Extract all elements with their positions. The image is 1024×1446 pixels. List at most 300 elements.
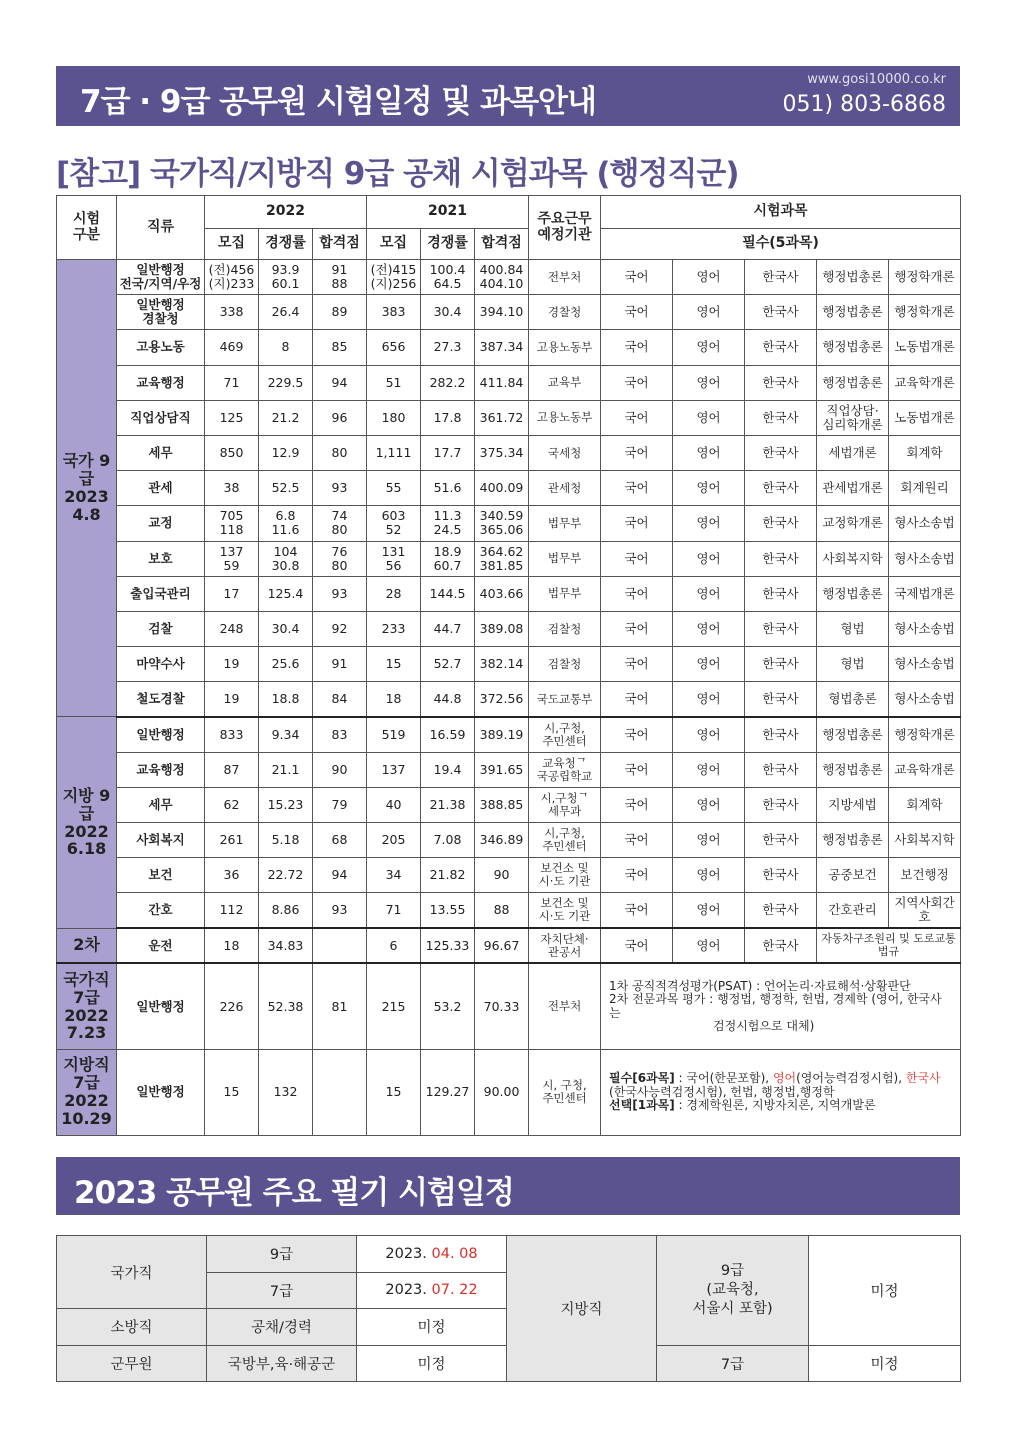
stat-cell: 519	[367, 717, 421, 752]
subject-cell: 한국사	[745, 647, 817, 682]
header-2021: 2021	[367, 196, 529, 229]
subject-cell: 국어	[601, 752, 673, 787]
subject-cell: 국어	[601, 647, 673, 682]
subject-cell: 교육학개론	[889, 752, 961, 787]
job-cell: 일반행정	[117, 963, 205, 1049]
stat-cell: 180	[367, 400, 421, 435]
table-row	[57, 260, 961, 295]
subject-cell: 국어	[601, 295, 673, 330]
schedule-national-9-date	[357, 1236, 507, 1273]
subject-cell: 행정학개론	[889, 717, 961, 752]
subject-cell: 영어	[673, 717, 745, 752]
stat-cell: 62	[205, 787, 259, 822]
stat-cell: 215	[367, 963, 421, 1049]
subject-cell: 한국사	[745, 506, 817, 541]
subject-cell: 영어	[673, 506, 745, 541]
stat-cell: 137	[367, 752, 421, 787]
stat-cell: 6	[367, 928, 421, 963]
subject-cell: 영어	[673, 295, 745, 330]
group-national: 국가 9급 2023 4.8	[57, 260, 117, 717]
table-row	[57, 928, 961, 963]
stat-cell: 25.6	[259, 647, 313, 682]
subject-cell: 한국사	[745, 471, 817, 506]
schedule-local-9: 9급 (교육청, 서울시 포함)	[657, 1236, 809, 1346]
header-competition-2022: 경쟁률	[259, 229, 313, 260]
agency-cell: 보건소 및 시·도 기관	[529, 858, 601, 893]
stat-cell: 7.08	[421, 823, 475, 858]
job-cell: 간호	[117, 893, 205, 928]
stat-cell: 850	[205, 435, 259, 470]
subject-cell: 행정법총론	[817, 295, 889, 330]
agency-cell: 교육청ᄀ 국공립학교	[529, 752, 601, 787]
stat-cell: 8	[259, 330, 313, 365]
stat-cell: 53.2	[421, 963, 475, 1049]
stat-cell: 18.9 60.7	[421, 541, 475, 576]
schedule-national: 국가직	[57, 1236, 207, 1309]
stat-cell: 340.59 365.06	[475, 506, 529, 541]
exam-subject-table	[56, 195, 961, 1136]
subject-cell: 행정법총론	[817, 260, 889, 295]
subject-cell: 행정학개론	[889, 295, 961, 330]
subject-cell: 교육학개론	[889, 365, 961, 400]
schedule-title: 2023 공무원 주요 필기 시험일정	[74, 1175, 514, 1211]
subject-cell: 회계원리	[889, 471, 961, 506]
stat-cell: 226	[205, 963, 259, 1049]
job-cell: 사회복지	[117, 823, 205, 858]
job-cell: 마약수사	[117, 647, 205, 682]
stat-cell: 282.2	[421, 365, 475, 400]
subject-cell: 세법개론	[817, 435, 889, 470]
stat-cell: 79	[313, 787, 367, 822]
note-highlight: 영어	[772, 1071, 797, 1086]
stat-cell: 40	[367, 787, 421, 822]
job-cell: 일반행정	[117, 717, 205, 752]
job-cell: 출입국관리	[117, 576, 205, 611]
header-required: 필수(5과목)	[601, 229, 961, 260]
stat-cell: 93	[313, 576, 367, 611]
table-row	[57, 611, 961, 646]
stat-cell: 90	[475, 858, 529, 893]
schedule-table	[56, 1235, 961, 1382]
stat-cell: 76 80	[313, 541, 367, 576]
subject-cell: 한국사	[745, 541, 817, 576]
subject-cell: 국어	[601, 435, 673, 470]
stat-cell: 18.8	[259, 682, 313, 717]
stat-cell: 389.19	[475, 717, 529, 752]
subject-cell: 영어	[673, 858, 745, 893]
stat-cell: 70.33	[475, 963, 529, 1049]
schedule-national-9: 9급	[207, 1236, 357, 1273]
table-row	[57, 1049, 961, 1135]
subject-cell: 지방세법	[817, 787, 889, 822]
subject-cell: 한국사	[745, 893, 817, 928]
stat-cell: 93	[313, 893, 367, 928]
subject-cell: 영어	[673, 365, 745, 400]
stat-cell: 93	[313, 471, 367, 506]
group-local7: 지방직 7급 2022 10.29	[57, 1049, 117, 1135]
header-passing-2022: 합격점	[313, 229, 367, 260]
stat-cell: 90.00	[475, 1049, 529, 1135]
note-line: 2차 전문과목 평가 : 행정법, 행정학, 헌법, 경제학 (영어, 한국사는	[609, 992, 942, 1020]
phone-number: 051) 803-6868	[782, 92, 946, 117]
stat-cell: 87	[205, 752, 259, 787]
subject-cell: 영어	[673, 611, 745, 646]
stat-cell: 28	[367, 576, 421, 611]
header-2022: 2022	[205, 196, 367, 229]
stat-cell: 361.72	[475, 400, 529, 435]
table-row	[57, 963, 961, 1049]
stat-cell: 96.67	[475, 928, 529, 963]
job-cell: 보호	[117, 541, 205, 576]
job-cell: 보건	[117, 858, 205, 893]
agency-cell: 전부처	[529, 963, 601, 1049]
job-cell: 철도경찰	[117, 682, 205, 717]
stat-cell: 21.2	[259, 400, 313, 435]
stat-cell: 6.8 11.6	[259, 506, 313, 541]
stat-cell: 125.4	[259, 576, 313, 611]
subject-cell: 한국사	[745, 330, 817, 365]
stat-cell: 52.38	[259, 963, 313, 1049]
stat-cell: 387.34	[475, 330, 529, 365]
stat-cell: 394.10	[475, 295, 529, 330]
national7-subject-note	[601, 963, 961, 1049]
note-text: (영어능력검정시험),	[796, 1071, 906, 1086]
stat-cell: 52.5	[259, 471, 313, 506]
agency-cell: 검찰청	[529, 647, 601, 682]
stat-cell: 112	[205, 893, 259, 928]
job-cell: 운전	[117, 928, 205, 963]
subject-cell: 한국사	[745, 787, 817, 822]
stat-cell: 705 118	[205, 506, 259, 541]
stat-cell: 92	[313, 611, 367, 646]
stat-cell: (전)456 (지)233	[205, 260, 259, 295]
stat-cell: 125	[205, 400, 259, 435]
subject-cell: 노동법개론	[889, 400, 961, 435]
stat-cell: 36	[205, 858, 259, 893]
stat-cell: 403.66	[475, 576, 529, 611]
stat-cell: 15.23	[259, 787, 313, 822]
subject-cell: 한국사	[745, 611, 817, 646]
stat-cell: 34.83	[259, 928, 313, 963]
table-row	[57, 717, 961, 752]
group-second: 2차	[57, 928, 117, 963]
subject-cell: 형사소송법	[889, 506, 961, 541]
schedule-fire-type: 공채/경력	[207, 1309, 357, 1346]
note-highlight: 한국사	[905, 1071, 941, 1086]
subject-cell: 영어	[673, 682, 745, 717]
agency-cell: 자치단체· 관공서	[529, 928, 601, 963]
group-local: 지방 9급 2022 6.18	[57, 717, 117, 928]
stat-cell: 100.4 64.5	[421, 260, 475, 295]
stat-cell	[313, 928, 367, 963]
stat-cell: 71	[367, 893, 421, 928]
subject-cell: 국어	[601, 260, 673, 295]
schedule-national-7: 7급	[207, 1272, 357, 1309]
subject-cell: 국어	[601, 611, 673, 646]
subject-cell: 국어	[601, 400, 673, 435]
stat-cell: 656	[367, 330, 421, 365]
job-cell: 검찰	[117, 611, 205, 646]
stat-cell: 27.3	[421, 330, 475, 365]
stat-cell: 248	[205, 611, 259, 646]
subject-cell: 한국사	[745, 295, 817, 330]
note-selective	[609, 1099, 952, 1112]
date-prefix: 2023.	[385, 1245, 432, 1262]
stat-cell: 93.9 60.1	[259, 260, 313, 295]
stat-cell: 21.1	[259, 752, 313, 787]
stat-cell: 125.33	[421, 928, 475, 963]
subject-cell: 국어	[601, 541, 673, 576]
stat-cell: 90	[313, 752, 367, 787]
agency-cell: 국세청	[529, 435, 601, 470]
subject-cell: 행정법총론	[817, 717, 889, 752]
subject-cell: 국어	[601, 471, 673, 506]
note-line: 1차 공직적격성평가(PSAT) : 언어논리·자료해석·상황판단	[609, 978, 911, 993]
subject-cell: 국어	[601, 506, 673, 541]
stat-cell: 74 80	[313, 506, 367, 541]
agency-cell: 검찰청	[529, 611, 601, 646]
stat-cell: 17.8	[421, 400, 475, 435]
stat-cell: 15	[367, 647, 421, 682]
stat-cell: 91 88	[313, 260, 367, 295]
stat-cell: 205	[367, 823, 421, 858]
schedule-local-7: 7급	[657, 1345, 809, 1382]
stat-cell: 84	[313, 682, 367, 717]
stat-cell: 1,111	[367, 435, 421, 470]
subject-cell: 국어	[601, 717, 673, 752]
subject-cell: 행정법총론	[817, 576, 889, 611]
header-recruit-2022: 모집	[205, 229, 259, 260]
stat-cell: 89	[313, 295, 367, 330]
table-row	[57, 647, 961, 682]
subject-cell: 국어	[601, 576, 673, 611]
subject-cell: 한국사	[745, 928, 817, 963]
stat-cell: 81	[313, 963, 367, 1049]
stat-cell: 382.14	[475, 647, 529, 682]
stat-cell: 5.18	[259, 823, 313, 858]
subject-cell: 한국사	[745, 365, 817, 400]
subject-cell: 한국사	[745, 576, 817, 611]
schedule-military-type: 국방부,육·해공군	[207, 1345, 357, 1382]
subject-cell: 사회복지학	[817, 541, 889, 576]
stat-cell: 17.7	[421, 435, 475, 470]
job-cell: 세무	[117, 787, 205, 822]
subject-cell: 노동법개론	[889, 330, 961, 365]
agency-cell: 고용노동부	[529, 330, 601, 365]
stat-cell: 19	[205, 682, 259, 717]
stat-cell: 26.4	[259, 295, 313, 330]
stat-cell: 34	[367, 858, 421, 893]
subject-cell: 한국사	[745, 435, 817, 470]
stat-cell: 18	[367, 682, 421, 717]
table-row	[57, 506, 961, 541]
stat-cell: 8.86	[259, 893, 313, 928]
subject-cell: 국어	[601, 787, 673, 822]
subject-cell: 형사소송법	[889, 647, 961, 682]
subject-cell: 영어	[673, 752, 745, 787]
stat-cell: 17	[205, 576, 259, 611]
stat-cell: 233	[367, 611, 421, 646]
stat-cell: 388.85	[475, 787, 529, 822]
subject-cell: 교정학개론	[817, 506, 889, 541]
job-cell: 관세	[117, 471, 205, 506]
website-url[interactable]: www.gosi10000.co.kr	[807, 72, 946, 87]
agency-cell: 법무부	[529, 541, 601, 576]
agency-cell: 교육부	[529, 365, 601, 400]
subject-cell: 국어	[601, 365, 673, 400]
stat-cell: 80	[313, 435, 367, 470]
stat-cell: 391.65	[475, 752, 529, 787]
stat-cell	[313, 1049, 367, 1135]
stat-cell: 30.4	[421, 295, 475, 330]
subject-cell: 간호관리	[817, 893, 889, 928]
subject-cell: 지역사회간호	[889, 893, 961, 928]
stat-cell: 11.3 24.5	[421, 506, 475, 541]
stat-cell: 44.8	[421, 682, 475, 717]
note-text: (한국사능력검정시험), 헌법, 행정법,행정학	[609, 1084, 835, 1099]
subject-cell: 형사소송법	[889, 682, 961, 717]
subject-cell: 영어	[673, 330, 745, 365]
agency-cell: 시, 구청, 주민센터	[529, 1049, 601, 1135]
stat-cell: 104 30.8	[259, 541, 313, 576]
stat-cell: 603 52	[367, 506, 421, 541]
header-agency: 주요근무 예정기관	[529, 196, 601, 260]
agency-cell: 시,구청ᄀ 세무과	[529, 787, 601, 822]
subject-cell: 한국사	[745, 823, 817, 858]
note-line: 검정시험으로 대체)	[713, 1018, 815, 1033]
subject-cell: 영어	[673, 400, 745, 435]
subject-cell: 영어	[673, 823, 745, 858]
subject-cell: 행정법총론	[817, 330, 889, 365]
header-competition-2021: 경쟁률	[421, 229, 475, 260]
subject-cell: 자동차구조원리 및 도로교통법규	[817, 928, 961, 963]
job-cell: 일반행정	[117, 1049, 205, 1135]
header-passing-2021: 합격점	[475, 229, 529, 260]
stat-cell: 83	[313, 717, 367, 752]
subject-cell: 형사소송법	[889, 541, 961, 576]
header-job: 직류	[117, 196, 205, 260]
stat-cell: 44.7	[421, 611, 475, 646]
schedule-military-date: 미정	[357, 1345, 507, 1382]
table-row	[57, 400, 961, 435]
page-title: 7급 · 9급 공무원 시험일정 및 과목안내	[80, 84, 596, 120]
stat-cell: 15	[367, 1049, 421, 1135]
job-cell: 교육행정	[117, 365, 205, 400]
table-row	[57, 682, 961, 717]
table-row	[57, 893, 961, 928]
subject-cell: 국어	[601, 858, 673, 893]
subject-cell: 행정법총론	[817, 365, 889, 400]
subject-cell: 영어	[673, 647, 745, 682]
agency-cell: 법무부	[529, 576, 601, 611]
stat-cell: 131 56	[367, 541, 421, 576]
schedule-fire: 소방직	[57, 1309, 207, 1346]
subject-cell: 행정학개론	[889, 260, 961, 295]
subject-cell: 관세법개론	[817, 471, 889, 506]
stat-cell: 22.72	[259, 858, 313, 893]
subject-cell: 국어	[601, 928, 673, 963]
agency-cell: 법무부	[529, 506, 601, 541]
stat-cell: 375.34	[475, 435, 529, 470]
stat-cell: 13.55	[421, 893, 475, 928]
subject-cell: 영어	[673, 541, 745, 576]
job-cell: 세무	[117, 435, 205, 470]
stat-cell: 137 59	[205, 541, 259, 576]
job-cell: 일반행정 경찰청	[117, 295, 205, 330]
stat-cell: 19.4	[421, 752, 475, 787]
stat-cell: 51	[367, 365, 421, 400]
subject-cell: 국어	[601, 330, 673, 365]
job-cell: 일반행정 전국/지역/우정	[117, 260, 205, 295]
schedule-fire-date: 미정	[357, 1309, 507, 1346]
subject-cell: 형법	[817, 611, 889, 646]
stat-cell: 372.56	[475, 682, 529, 717]
subject-cell: 한국사	[745, 858, 817, 893]
stat-cell: 129.27	[421, 1049, 475, 1135]
subject-cell: 보건행정	[889, 858, 961, 893]
agency-cell: 시,구청, 주민센터	[529, 717, 601, 752]
stat-cell: 833	[205, 717, 259, 752]
stat-cell: 9.34	[259, 717, 313, 752]
stat-cell: 144.5	[421, 576, 475, 611]
subject-cell: 직업상담· 심리학개론	[817, 400, 889, 435]
date-highlight: 04. 08	[431, 1245, 478, 1262]
subject-cell: 영어	[673, 928, 745, 963]
table-row	[57, 435, 961, 470]
table-row	[57, 823, 961, 858]
table-row	[57, 541, 961, 576]
agency-cell: 보건소 및 시·도 기관	[529, 893, 601, 928]
stat-cell: 21.82	[421, 858, 475, 893]
subject-cell: 한국사	[745, 717, 817, 752]
job-cell: 직업상담직	[117, 400, 205, 435]
agency-cell: 경찰청	[529, 295, 601, 330]
stat-cell: 16.59	[421, 717, 475, 752]
stat-cell: 94	[313, 858, 367, 893]
job-cell: 교정	[117, 506, 205, 541]
table-row	[57, 787, 961, 822]
stat-cell: 132	[259, 1049, 313, 1135]
subject-cell: 한국사	[745, 260, 817, 295]
stat-cell: 91	[313, 647, 367, 682]
subject-cell: 영어	[673, 435, 745, 470]
subject-cell: 형사소송법	[889, 611, 961, 646]
stat-cell: 94	[313, 365, 367, 400]
stat-cell: 389.08	[475, 611, 529, 646]
stat-cell: 364.62 381.85	[475, 541, 529, 576]
date-highlight: 07. 22	[431, 1282, 478, 1299]
stat-cell: 68	[313, 823, 367, 858]
stat-cell: 12.9	[259, 435, 313, 470]
header-recruit-2021: 모집	[367, 229, 421, 260]
stat-cell: 38	[205, 471, 259, 506]
agency-cell: 전부처	[529, 260, 601, 295]
stat-cell: 21.38	[421, 787, 475, 822]
subject-cell: 회계학	[889, 787, 961, 822]
stat-cell: 229.5	[259, 365, 313, 400]
table-row	[57, 330, 961, 365]
subject-cell: 사회복지학	[889, 823, 961, 858]
stat-cell: 15	[205, 1049, 259, 1135]
schedule-banner	[56, 1157, 960, 1215]
subject-cell: 행정법총론	[817, 823, 889, 858]
table-row	[57, 471, 961, 506]
subject-cell: 형법	[817, 647, 889, 682]
stat-cell: 85	[313, 330, 367, 365]
table-row	[57, 295, 961, 330]
stat-cell: 346.89	[475, 823, 529, 858]
subject-cell: 공중보건	[817, 858, 889, 893]
